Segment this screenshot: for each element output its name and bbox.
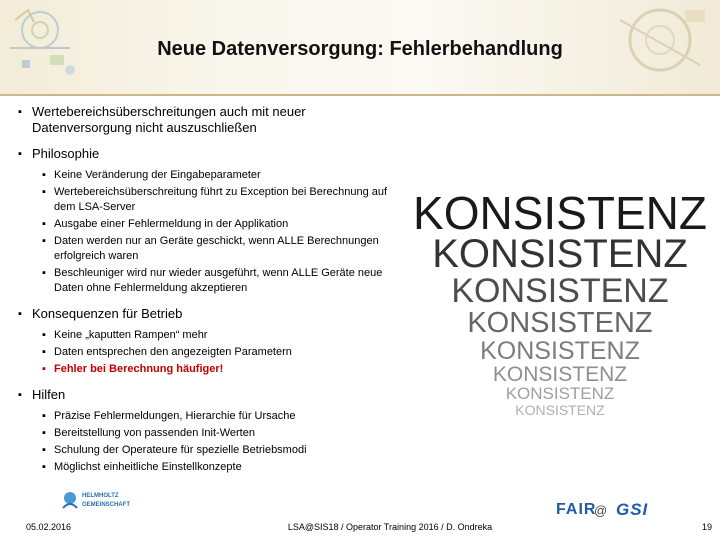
konsistenz-row-2: KONSISTENZ (432, 232, 688, 276)
sub-bullet-text: Daten entsprechen den angezeigten Parametern (54, 346, 292, 358)
sub-bullet-marker: ▪ (42, 363, 46, 375)
konsistenz-row-4: KONSISTENZ (467, 307, 653, 339)
sub-bullet-item (42, 443, 398, 458)
konsistenz-row-7: KONSISTENZ (505, 384, 615, 403)
helmholtz-line1: HELMHOLTZ (82, 493, 119, 499)
sub-bullet-marker: ▪ (42, 410, 46, 422)
bullet-marker: ▪ (18, 148, 22, 160)
bullet-item (18, 387, 398, 475)
sub-bullet-item-highlight (42, 362, 398, 377)
sub-bullet-item (42, 345, 398, 360)
sub-bullet-item (42, 217, 398, 232)
sub-bullet-item (42, 234, 398, 264)
bullet-text: Wertebereichsüberschreitungen auch mit neuer Datenversorgung nicht auszuschließen (32, 104, 306, 135)
konsistenz-row-1: KONSISTENZ (413, 187, 707, 239)
sub-bullet-text: Daten werden nur an Geräte geschickt, wenn ALLE Berechnungen erfolgreich waren (54, 235, 379, 262)
bullet-text: Philosophie (32, 146, 100, 161)
bullet-item (18, 306, 398, 377)
bullet-item (18, 104, 398, 136)
konsistenz-row-3: KONSISTENZ (451, 272, 669, 310)
sub-bullet-text: Ausgabe einer Fehlermeldung in der Applikation (54, 218, 289, 230)
header-banner (0, 0, 720, 96)
sub-bullet-text: Präzise Fehlermeldungen, Hierarchie für Ursache (54, 410, 296, 422)
sub-bullet-text: Fehler bei Berechnung häufiger! (54, 363, 224, 375)
helmholtz-text (82, 492, 130, 510)
sub-bullet-item (42, 185, 398, 215)
sub-bullet-marker: ▪ (42, 186, 46, 198)
sub-list (42, 168, 398, 296)
sub-list (42, 409, 398, 475)
sub-bullet-marker: ▪ (42, 427, 46, 439)
gsi-logo-text: GSI (616, 500, 649, 519)
sub-bullet-item (42, 328, 398, 343)
at-sign: @ (594, 503, 608, 518)
helmholtz-logo (60, 490, 160, 516)
sub-list (42, 328, 398, 377)
sub-bullet-item (42, 460, 398, 475)
header-rule (0, 94, 720, 96)
sub-bullet-marker: ▪ (42, 235, 46, 247)
konsistenz-row-8: KONSISTENZ (515, 402, 605, 418)
bullet-item (18, 146, 398, 296)
slide-content (18, 104, 398, 485)
page-number: 19 (701, 522, 712, 532)
sub-bullet-marker: ▪ (42, 329, 46, 341)
bullet-text: Konsequenzen für Betrieb (32, 306, 183, 321)
sub-bullet-marker: ▪ (42, 444, 46, 456)
konsistenz-row-6: KONSISTENZ (492, 363, 628, 386)
sub-bullet-text: Beschleuniger wird nur wieder ausgeführt, wenn ALLE Geräte neue Daten ohne Fehlermeldung akzeptieren (54, 267, 383, 294)
helmholtz-line2: GEMEINSCHAFT (82, 502, 130, 508)
sub-bullet-text: Keine „kaputten Rampen“ mehr (54, 329, 208, 341)
konsistenz-row-5: KONSISTENZ (480, 337, 640, 365)
bullet-marker: ▪ (18, 389, 22, 401)
sub-bullet-text: Möglichst einheitliche Einstellkonzepte (54, 461, 242, 473)
sub-bullet-text: Wertebereichsüberschreitung führt zu Exception bei Berechnung auf dem LSA-Server (54, 186, 388, 213)
sub-bullet-item (42, 426, 398, 441)
fair-logo-text: FAIR (556, 501, 597, 518)
sub-bullet-marker: ▪ (42, 346, 46, 358)
sub-bullet-item (42, 409, 398, 424)
sub-bullet-marker: ▪ (42, 169, 46, 181)
footer-title: LSA@SIS18 / Operator Training 2016 / D. Ondreka (287, 522, 493, 532)
slide-title: Neue Datenversorgung: Fehlerbehandlung (157, 38, 563, 60)
sub-bullet-marker: ▪ (42, 267, 46, 279)
footer-date: 05.02.2016 (26, 522, 72, 532)
sub-bullet-item (42, 266, 398, 296)
sub-bullet-marker: ▪ (42, 461, 46, 473)
bullet-marker: ▪ (18, 308, 22, 320)
sub-bullet-item (42, 168, 398, 183)
sub-bullet-text: Bereitstellung von passenden Init-Werten (54, 427, 255, 439)
sub-bullet-marker: ▪ (42, 218, 46, 230)
bullet-text: Hilfen (32, 387, 66, 402)
bullet-marker: ▪ (18, 106, 22, 118)
sub-bullet-text: Schulung der Operateure für spezielle Betriebsmodi (54, 444, 307, 456)
sub-bullet-text: Keine Veränderung der Eingabeparameter (54, 169, 261, 181)
helmholtz-emblem-icon (60, 490, 80, 512)
